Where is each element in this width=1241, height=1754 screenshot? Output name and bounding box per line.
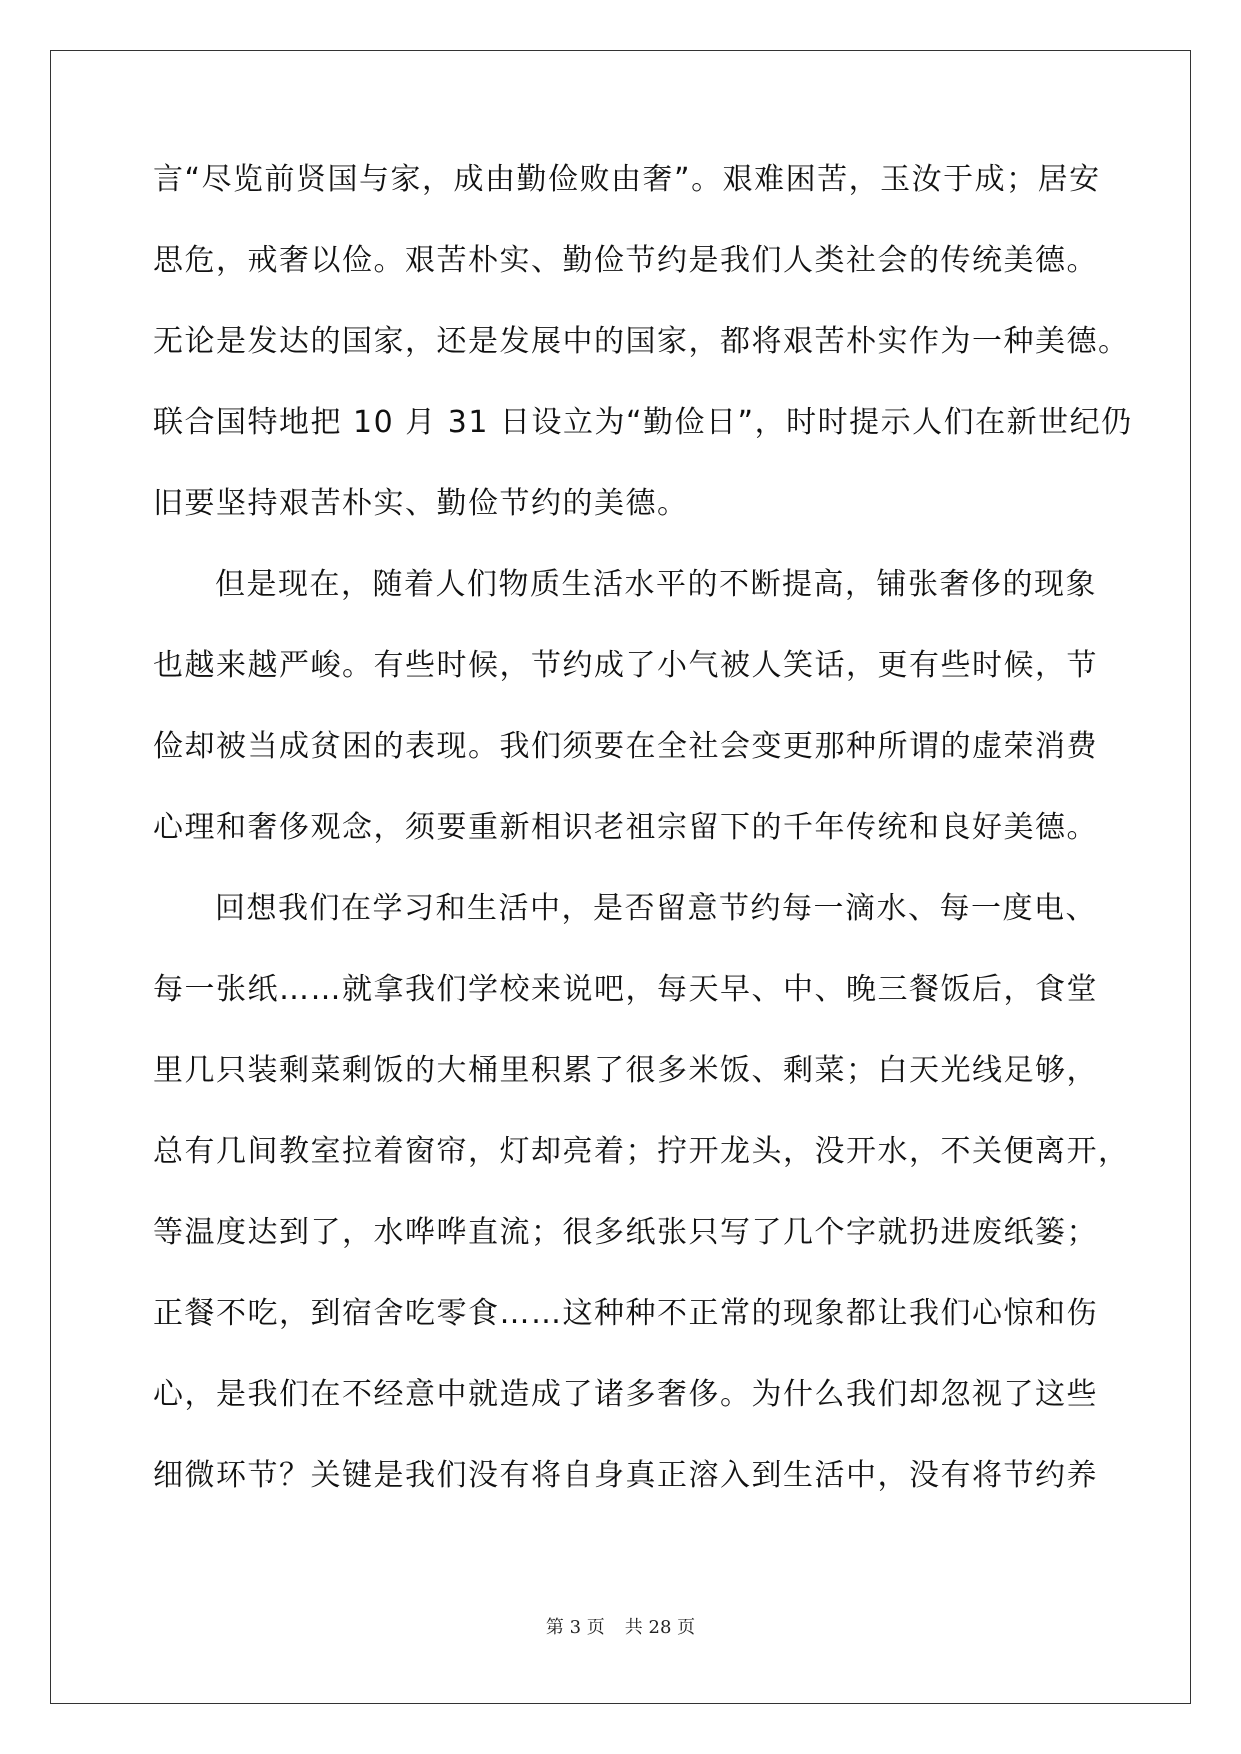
- current-page-label: 第 3 页: [545, 1617, 605, 1638]
- text-line: 等温度达到了，水哗哗直流；很多纸张只写了几个字就扔进废纸篓；: [153, 1215, 1098, 1250]
- text-line: 细微环节？关键是我们没有将自身真正溶入到生活中，没有将节约养: [153, 1458, 1098, 1493]
- text-line: 正餐不吃，到宿舍吃零食……这种种不正常的现象都让我们心惊和伤: [153, 1296, 1098, 1331]
- body-text: [153, 158, 1133, 1535]
- text-line: 无论是发达的国家，还是发展中的国家，都将艰苦朴实作为一种美德。: [153, 324, 1130, 359]
- total-pages-label: 共 28 页: [624, 1617, 696, 1638]
- paragraph-start-line: 回想我们在学习和生活中，是否留意节约每一滴水、每一度电、: [215, 891, 1097, 926]
- paragraph-start-line: 但是现在，随着人们物质生活水平的不断提高，铺张奢侈的现象: [215, 567, 1097, 602]
- text-line: 思危，戒奢以俭。艰苦朴实、勤俭节约是我们人类社会的传统美德。: [153, 243, 1098, 278]
- text-line: 联合国特地把 10 月 31 日设立为“勤俭日”，时时提示人们在新世纪仍: [153, 405, 1133, 440]
- text-line: 心，是我们在不经意中就造成了诸多奢侈。为什么我们却忽视了这些: [153, 1377, 1098, 1412]
- page-footer: [0, 1613, 1241, 1639]
- text-line: 也越来越严峻。有些时候，节约成了小气被人笑话，更有些时候，节: [153, 648, 1098, 683]
- text-line: 俭却被当成贫困的表现。我们须要在全社会变更那种所谓的虚荣消费: [153, 729, 1098, 764]
- text-line: 心理和奢侈观念，须要重新相识老祖宗留下的千年传统和良好美德。: [153, 810, 1098, 845]
- text-line: 旧要坚持艰苦朴实、勤俭节约的美德。: [153, 486, 689, 521]
- text-line: 总有几间教室拉着窗帘，灯却亮着；拧开龙头，没开水，不关便离开，: [153, 1134, 1130, 1169]
- text-line: 每一张纸……就拿我们学校来说吧，每天早、中、晚三餐饭后，食堂: [153, 972, 1098, 1007]
- text-line: 言“尽览前贤国与家，成由勤俭败由奢”。艰难困苦，玉汝于成；居安: [153, 162, 1101, 197]
- text-line: 里几只装剩菜剩饭的大桶里积累了很多米饭、剩菜；白天光线足够，: [153, 1053, 1098, 1088]
